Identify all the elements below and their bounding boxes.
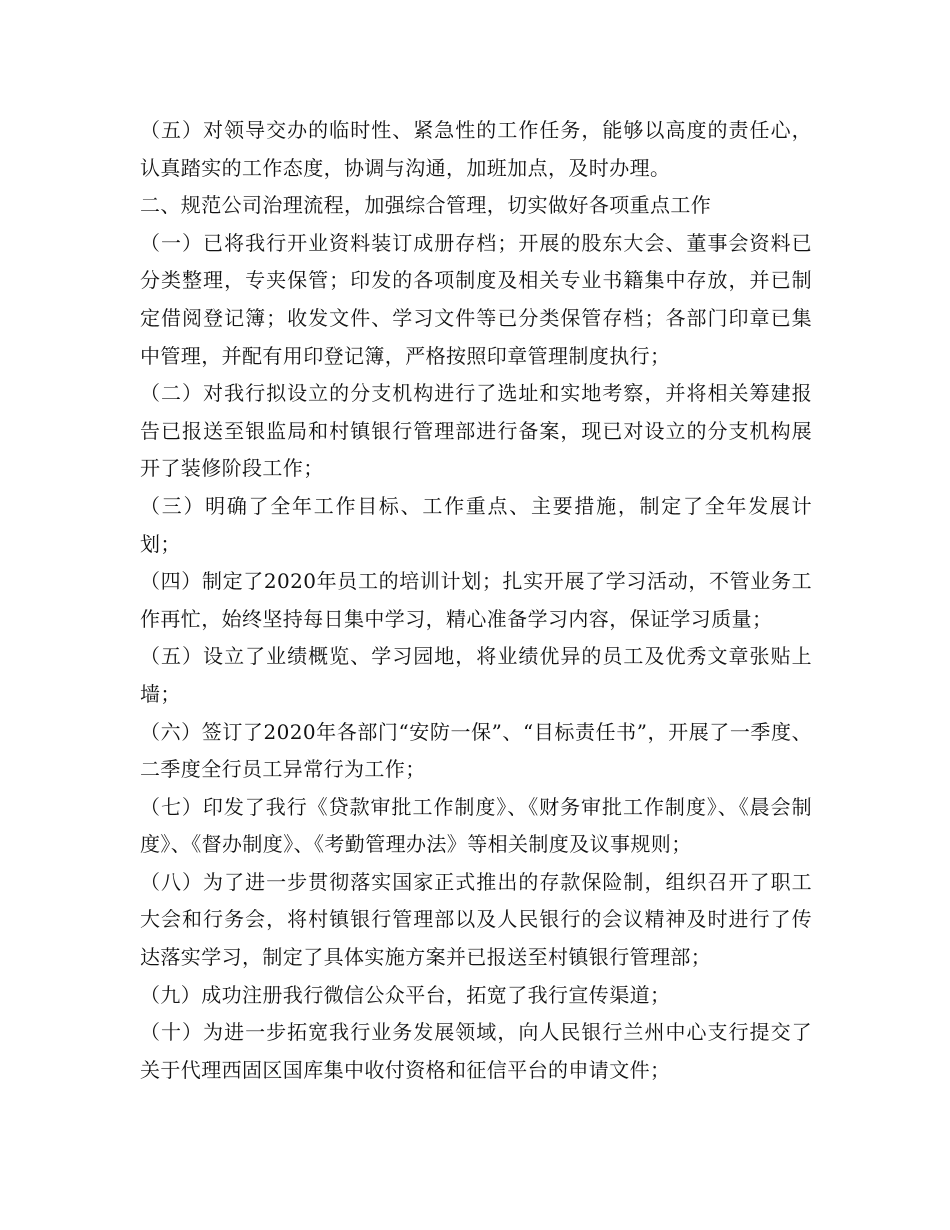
paragraph-item-7: （七）印发了我行《贷款审批工作制度》、《财务审批工作制度》、《晨会制度》、《督办制度》、《考勤管理办法》等相关制度及议事规则；	[140, 794, 812, 857]
paragraph-item-10: （十）为进一步拓宽我行业务发展领域，向人民银行兰州中心支行提交了关于代理西固区国库集中收付资格和征信平台的申请文件；	[140, 1020, 812, 1082]
paragraph-item-5-followup: （五）对领导交办的临时性、紧急性的工作任务，能够以高度的责任心，认真踏实的工作态度，协调与沟通，加班加点，及时办理。	[140, 118, 812, 180]
paragraph-item-4: （四）制定了2020年员工的培训计划；扎实开展了学习活动，不管业务工作再忙，始终坚持每日集中学习，精心准备学习内容，保证学习质量；	[140, 569, 812, 631]
paragraph-item-8: （八）为了进一步贯彻落实国家正式推出的存款保险制，组织召开了职工大会和行务会，将村镇银行管理部以及人民银行的会议精神及时进行了传达落实学习，制定了具体实施方案并已报送至村镇银行管理部；	[140, 869, 812, 970]
paragraph-item-5: （五）设立了业绩概览、学习园地，将业绩优异的员工及优秀文章张贴上墙；	[140, 644, 812, 706]
paragraph-item-3: （三）明确了全年工作目标、工作重点、主要措施，制定了全年发展计划；	[140, 493, 812, 556]
paragraph-item-1: （一）已将我行开业资料装订成册存档；开展的股东大会、董事会资料已分类整理，专夹保管；印发的各项制度及相关专业书籍集中存放，并已制定借阅登记簿；收发文件、学习文件等已分类保管存档；各部门印章已集中管理，并配有用印登记簿，严格按照印章管理制度执行；	[140, 230, 812, 368]
document-body	[140, 112, 812, 1089]
paragraph-item-9: （九）成功注册我行微信公众平台，拓宽了我行宣传渠道；	[140, 982, 671, 1007]
section-heading-2: 二、规范公司治理流程，加强综合管理，切实做好各项重点工作	[140, 193, 712, 218]
paragraph-item-2: （二）对我行拟设立的分支机构进行了选址和实地考察，并将相关筹建报告已报送至银监局和村镇银行管理部进行备案，现已对设立的分支机构展开了装修阶段工作；	[140, 381, 812, 481]
paragraph-item-6: （六）签订了2020年各部门“安防一保”、“目标责任书”，开展了一季度、二季度全行员工异常行为工作；	[140, 719, 812, 782]
